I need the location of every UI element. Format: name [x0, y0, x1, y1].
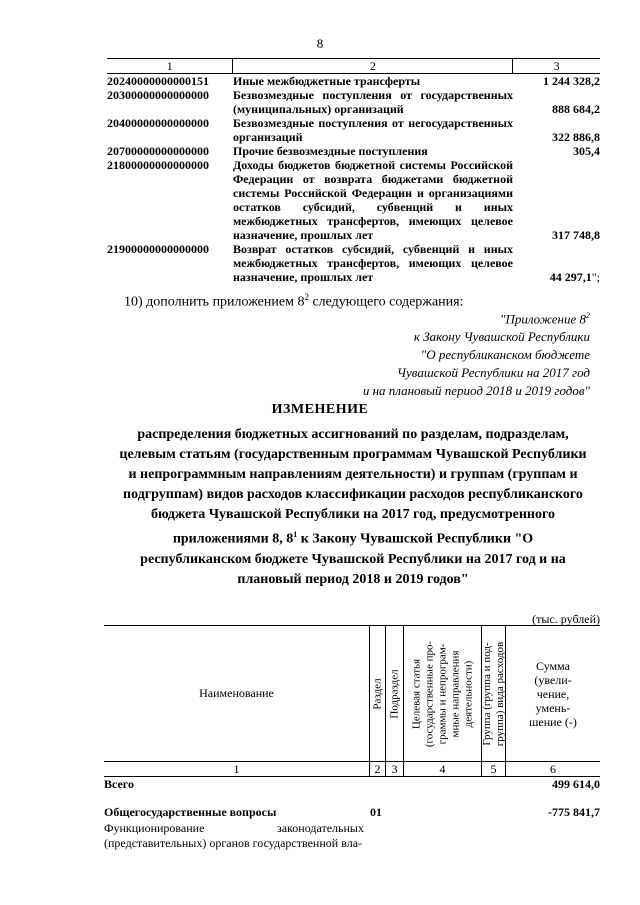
row-name: Всего — [104, 777, 134, 791]
revenue-table — [107, 58, 600, 284]
header-sum-line: шение (-) — [529, 714, 577, 729]
revenue-code: 21900000000000000 — [107, 242, 209, 256]
revenue-amount: 322 886,8 — [552, 130, 600, 144]
header-sum-line: (увели- — [534, 672, 572, 687]
revenue-amount-cell — [513, 144, 600, 158]
column-number: 2 — [370, 762, 386, 776]
subheading-part-1: распределения бюджетных ассигнований по разделам, подразделам, целевым статьям (государственным программам Чувашской Республики и непрограммным направлениям деятельности) и группам (группам и подгруппам) видов расходов классификации расходов республиканского бюджета Чувашской Республики на 2017 год, предусмотренного приложениями 8, 8 — [119, 427, 587, 547]
instruction-tail: следующего содержания: — [308, 294, 464, 310]
revenue-header-col-2: 2 — [233, 59, 513, 73]
header-razdel — [370, 626, 386, 761]
header-target-label — [410, 640, 475, 746]
instruction-main: 10) дополнить приложением 8 — [124, 294, 305, 310]
revenue-code: 20300000000000000 — [107, 88, 209, 102]
revenue-name: Иные межбюджетные трансферты — [233, 74, 421, 88]
appendix-line-1 — [290, 307, 590, 328]
header-group — [482, 626, 506, 761]
header-sum-label — [529, 659, 577, 729]
revenue-row — [107, 158, 600, 242]
header-sum-line: умень- — [535, 700, 571, 715]
header-target-line: мные направления — [449, 649, 461, 738]
revenue-name: Возврат остатков субсидий, субвенций и иных межбюджетных трансфертов, имеющих целевое назначение, прошлых лет — [233, 242, 513, 284]
subheading-part-2: к Закону Чувашской Республики "О республиканском бюджете Чувашской Республики на 2017 год и на плановый период 2018 и 2019 годов" — [140, 531, 566, 587]
header-name — [104, 626, 370, 761]
subheading-superscript: 1 — [293, 530, 298, 539]
revenue-amount-cell — [513, 158, 600, 242]
row-continuation-text: Функционирование законодательных (представительных) органов государственной вла- — [104, 821, 364, 850]
header-group-label — [481, 641, 507, 745]
revenue-amount-cell — [513, 74, 600, 88]
row-name: Общегосударственные вопросы — [104, 805, 277, 819]
appendix-note — [290, 307, 590, 400]
header-sum-line: чение, — [536, 686, 570, 701]
page-number: 8 — [316, 36, 324, 51]
appendix-superscript: 2 — [586, 311, 590, 320]
column-number: 4 — [404, 762, 482, 776]
column-number: 5 — [482, 762, 506, 776]
header-podrazdel — [386, 626, 404, 761]
table-row — [104, 777, 600, 805]
revenue-name: Доходы бюджетов бюджетной системы Российской Федерации от возврата бюджетами бюджетной системы Российской Федерации и организациями остатков субсидий, субвенций и иных межбюджетных трансфертов, имеющих целевое назначение, прошлых лет — [233, 158, 513, 242]
header-group-line: Группа (группа и под- — [480, 641, 493, 746]
appendix-title: "Приложение 8 — [499, 311, 586, 327]
document-subheading — [118, 425, 588, 590]
appendix-line-2: к Закону Чувашской Республики — [413, 329, 590, 345]
header-group-line: группа) вида расходов — [493, 641, 506, 746]
revenue-amount: 1 244 328,2 — [543, 74, 600, 88]
revenue-row — [107, 88, 600, 116]
appendix-line-5: и на плановый период 2018 и 2019 годов" — [362, 383, 590, 399]
column-numbers-row — [104, 762, 600, 777]
header-target-line: (государственные про- — [423, 640, 435, 747]
row-amount: -775 841,7 — [548, 805, 600, 819]
revenue-row — [107, 242, 600, 284]
revenue-amount: 888 684,2 — [552, 102, 600, 116]
revenue-name: Безвозмездные поступления от государственных (муниципальных) организаций — [233, 88, 513, 116]
header-target — [404, 626, 482, 761]
header-target-line: Целевая статья — [410, 658, 422, 729]
revenue-amount: 317 748,8 — [552, 228, 600, 242]
appendix-line-3: "О республиканском бюджете — [420, 347, 590, 363]
revenue-amount-cell — [513, 242, 600, 284]
revenue-code: 20400000000000000 — [107, 116, 209, 130]
revenue-name: Прочие безвозмездные поступления — [233, 144, 428, 158]
revenue-table-header — [107, 58, 600, 74]
column-number: 6 — [550, 762, 556, 776]
revenue-code: 20240000000000151 — [107, 74, 209, 88]
column-number: 3 — [386, 762, 404, 776]
revenue-amount-cell — [513, 88, 600, 116]
revenue-code: 20700000000000000 — [107, 144, 209, 158]
revenue-amount-suffix: "; — [591, 270, 600, 284]
revenue-amount: 305,4 — [573, 144, 600, 158]
appendix-line-4: Чувашской Республики на 2017 год — [397, 365, 590, 381]
row-amount: 499 614,0 — [552, 777, 600, 791]
revenue-code: 21800000000000000 — [107, 158, 209, 172]
revenue-row — [107, 116, 600, 144]
units-label: (тыс. рублей) — [532, 612, 600, 626]
header-sum — [506, 626, 600, 761]
header-podrazdel-label: Подраздел — [388, 668, 400, 719]
revenue-row — [107, 74, 600, 88]
revenue-amount-cell — [513, 116, 600, 144]
header-razdel-label: Раздел — [371, 677, 383, 710]
header-name-label: Наименование — [199, 686, 274, 700]
revenue-header-col-1: 1 — [107, 59, 233, 73]
row-razdel: 01 — [370, 805, 382, 819]
document-heading: ИЗМЕНЕНИЕ — [271, 402, 369, 417]
instruction-superscript: 2 — [304, 292, 309, 302]
header-sum-line: Сумма — [536, 658, 570, 673]
revenue-name: Безвозмездные поступления от негосударственных организаций — [233, 116, 513, 144]
column-number: 1 — [104, 762, 370, 776]
header-target-line: деятельности) — [462, 660, 474, 727]
expense-table — [104, 625, 600, 851]
revenue-amount: 44 297,1 — [549, 270, 592, 284]
expense-table-header — [104, 625, 600, 762]
revenue-row — [107, 144, 600, 158]
table-row — [104, 805, 600, 821]
header-target-line: граммы и непрограм- — [436, 643, 448, 744]
revenue-header-col-3: 3 — [553, 59, 560, 73]
